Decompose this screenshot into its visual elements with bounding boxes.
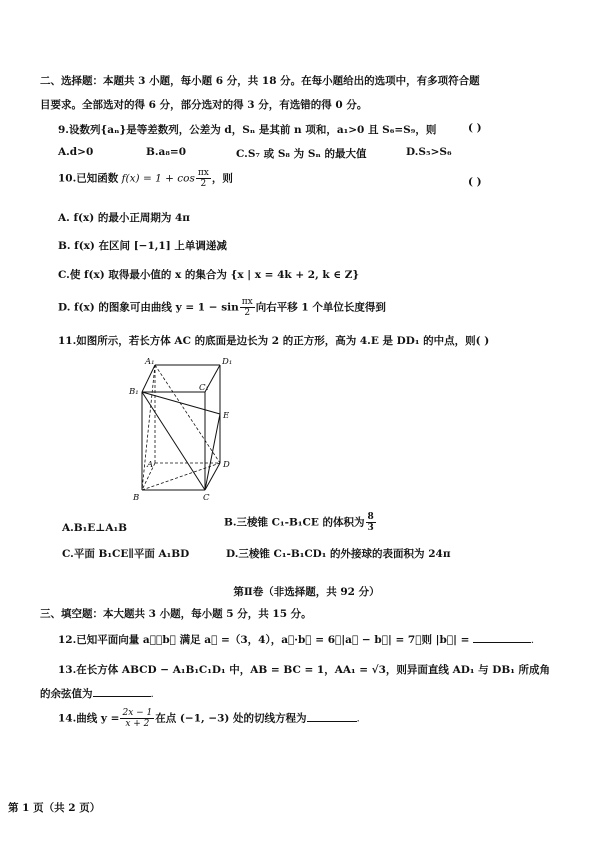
q11-b-num: 8 [367, 512, 374, 522]
q10-answer-paren: ( ) [468, 176, 482, 188]
q9-stem: 9.设数列{aₙ}是等差数列，公差为 d，Sₙ 是其前 n 项和，a₁>0 且 S₆=S₉，则 [58, 124, 437, 136]
part2-title: 第Ⅱ卷（非选择题，共 92 分） [233, 586, 380, 598]
q10-option-a: A. f(x) 的最小正周期为 4π [58, 212, 190, 224]
q10-option-b: B. f(x) 在区间 [−1,1] 上单调递减 [58, 240, 227, 252]
q13-line2 [40, 686, 154, 701]
label-a1: A₁ [145, 357, 155, 367]
segment-b-d-hidden [142, 463, 220, 490]
label-b: B [133, 493, 140, 503]
q10-frac-den: 2 [200, 179, 207, 189]
q12-text: 12.已知平面向量 a⃗，b⃗ 满足 a⃗ =（3，4），a⃗·b⃗ = 6，|a⃗ − b⃗| = 7，则 |b⃗| = [58, 634, 470, 646]
q10-function: f(x) = 1 + cos [121, 172, 195, 185]
q11-stem: 11.如图所示，若长方体 AC 的底面是边长为 2 的正方形，高为 4.E 是 DD₁ 的中点，则( ) [58, 335, 490, 347]
q11-option-c: C.平面 B₁CE∥平面 A₁BD [62, 548, 190, 560]
q9-option-a: A.d>0 [58, 146, 94, 158]
label-c1: C₁ [199, 383, 209, 393]
section3-heading: 三、填空题：本大题共 3 小题，每小题 5 分，共 15 分。 [40, 608, 312, 620]
section2-heading-line2: 目要求。全部选对的得 6 分，部分选对的得 3 分，有选错的得 0 分。 [40, 99, 368, 111]
page-footer: 第 1 页（共 2 页） [8, 802, 101, 814]
q10-stem [58, 168, 233, 189]
q10-stem-prefix: 10.已知函数 [58, 172, 119, 185]
q14-prefix: 14.曲线 y = [58, 712, 120, 725]
q14-fraction [120, 708, 154, 729]
q10-option-d [58, 297, 386, 318]
q13-text2: 的余弦值为 [40, 688, 93, 700]
q9-option-b: B.a₈=0 [146, 146, 187, 158]
q14-suffix: 在点 (−1, −3) 处的切线方程为 [155, 712, 307, 725]
segment-a1-d-hidden [155, 365, 220, 463]
label-b1: B₁ [129, 387, 139, 397]
cuboid-figure [125, 350, 245, 505]
q14-end: . [356, 712, 360, 725]
q10-stem-suffix: ，则 [211, 172, 233, 185]
label-c: C [203, 493, 210, 503]
q13-answer-blank[interactable] [93, 686, 151, 697]
q14-line [58, 708, 360, 729]
label-e: E [223, 411, 230, 421]
segment-c-e [205, 414, 220, 490]
label-d1: D₁ [222, 357, 233, 367]
q10-d-frac-num: πx [241, 297, 253, 307]
q11-option-d: D.三棱锥 C₁-B₁CD₁ 的外接球的表面积为 24π [226, 548, 451, 560]
q11-b-fraction [366, 512, 376, 533]
q14-den: x + 2 [125, 719, 150, 729]
q13-line1: 13.在长方体 ABCD − A₁B₁C₁D₁ 中，AB = BC = 1，AA₁ = √3，则异面直线 AD₁ 与 DB₁ 所成角 [58, 664, 550, 676]
q10-d-prefix: D. f(x) 的图象可由曲线 y = 1 − sin [58, 301, 239, 314]
q11-option-a: A.B₁E⊥A₁B [62, 522, 127, 534]
segment-a1-b-hidden [142, 365, 155, 490]
section2-heading-line1: 二、选择题：本题共 3 小题，每小题 6 分，共 18 分。在每小题给出的选项中，有多项符合题 [40, 75, 480, 87]
q11-b-text: B.三棱锥 C₁-B₁CE 的体积为 [224, 516, 365, 529]
label-d: D [223, 460, 230, 470]
q9-option-c: C.S₇ 或 S₈ 为 Sₙ 的最大值 [236, 148, 367, 160]
q9-answer-paren: ( ) [468, 122, 482, 134]
q10-frac-num: πx [197, 168, 209, 178]
q11-b-den: 3 [367, 523, 374, 533]
edge-b1-a1 [142, 365, 155, 392]
q10-fraction [196, 168, 211, 189]
q12-end: . [530, 634, 535, 646]
q14-answer-blank[interactable] [307, 711, 357, 722]
q11-option-b [224, 512, 377, 533]
q13-end: . [150, 688, 154, 700]
q10-d-suffix: 向右平移 1 个单位长度得到 [255, 301, 386, 314]
q10-option-c: C.使 f(x) 取得最小值的 x 的集合为 {x | x = 4k + 2, k ∈ Z} [58, 269, 360, 281]
q14-num: 2x − 1 [122, 708, 153, 718]
q12-line [58, 632, 534, 647]
label-a: A [147, 460, 154, 470]
q10-d-fraction [240, 297, 255, 318]
q10-d-frac-den: 2 [244, 308, 251, 318]
q9-option-d: D.S₅>S₆ [406, 146, 452, 158]
q12-answer-blank[interactable] [473, 632, 531, 643]
